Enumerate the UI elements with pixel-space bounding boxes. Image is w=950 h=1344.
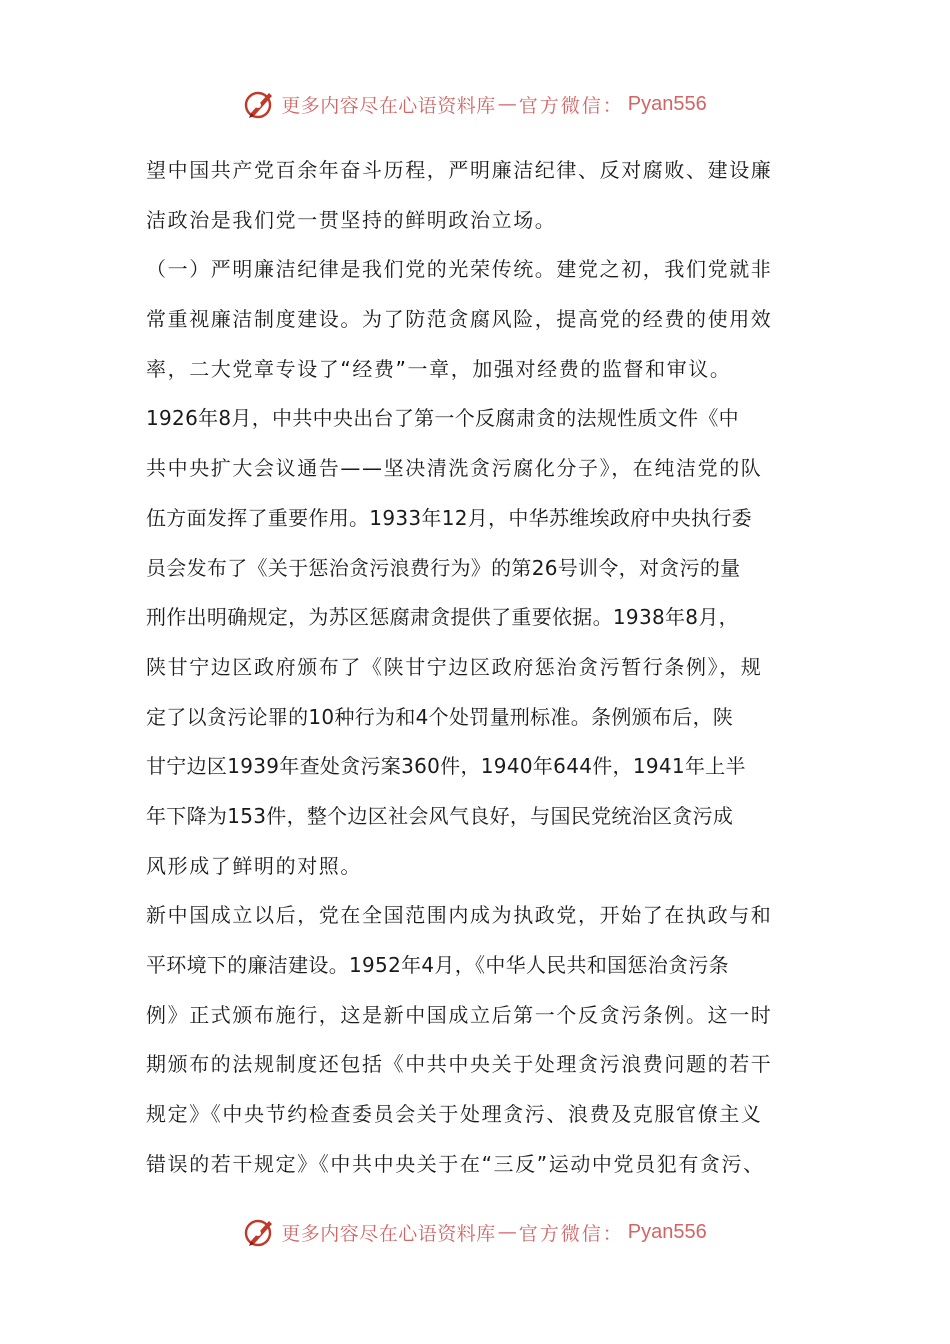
text-line: 伍方面发挥了重要作用。1933年12月，中华苏维埃政府中央执行委: [146, 505, 752, 530]
pen-logo-icon: [243, 87, 277, 121]
text-line: 年下降为153件，整个边区社会风气良好，与国民党统治区贪污成: [146, 803, 734, 828]
text-line: 平环境下的廉洁建设。1952年4月，《中华人民共和国惩治贪污条: [146, 953, 729, 977]
text-line: 新中国成立以后，党在全国范围内成为执政党，开始了在执政与和: [146, 903, 773, 928]
text-line: 例》正式颁布施行，这是新中国成立后第一个反贪污条例。这一时: [146, 1002, 773, 1027]
site-name: 更多内容尽在心语资料库: [281, 94, 496, 117]
separator: —: [497, 93, 517, 115]
text-line: 定了以贪污论罪的10种行为和4个处罚量刑标准。条例颁布后，陕: [146, 704, 734, 729]
text-line: 常重视廉洁制度建设。为了防范贪腐风险，提高党的经费的使用效: [146, 307, 773, 332]
text-line: 规定》《中央节约检查委员会关于处理贪污、浪费及克服官僚主义: [146, 1102, 763, 1127]
text-line: 1926年8月，中共中央出台了第一个反腐肃贪的法规性质文件《中: [146, 406, 739, 431]
official-label: 官方微信：: [518, 94, 624, 117]
wechat-id: Pyan556: [627, 1220, 707, 1243]
document-body: [146, 146, 816, 1189]
header-banner: [0, 84, 950, 124]
text-line: 陕甘宁边区政府颁布了《陕甘宁边区政府惩治贪污暂行条例》，规: [146, 654, 763, 679]
text-line: 共中央扩大会议通告——坚决清洗贪污腐化分子》，在纯洁党的队: [146, 456, 763, 481]
pen-logo-icon: [243, 1215, 277, 1249]
wechat-id: Pyan556: [627, 92, 707, 115]
text-line: 风形成了鲜明的对照。: [146, 853, 362, 878]
separator: —: [497, 1221, 517, 1243]
text-line: 错误的若干规定》《中共中央关于在“三反”运动中党员犯有贪污、: [146, 1151, 765, 1176]
text-line: （一）严明廉洁纪律是我们党的光荣传统。建党之初，我们党就非: [146, 257, 773, 282]
footer-banner: [0, 1212, 950, 1252]
site-name: 更多内容尽在心语资料库: [281, 1222, 496, 1245]
text-line: 期颁布的法规制度还包括《中共中央关于处理贪污浪费问题的若干: [146, 1052, 773, 1077]
text-line: 甘宁边区1939年查处贪污案360件，1940年644件，1941年上半: [146, 754, 746, 779]
text-line: 洁政治是我们党一贯坚持的鲜明政治立场。: [146, 207, 557, 232]
official-label: 官方微信：: [518, 1222, 624, 1245]
text-line: 刑作出明确规定，为苏区惩腐肃贪提供了重要依据。1938年8月，: [146, 605, 739, 630]
text-line: 员会发布了《关于惩治贪污浪费行为》的第26号训令，对贪污的量: [146, 555, 741, 580]
text-line: 望中国共产党百余年奋斗历程，严明廉洁纪律、反对腐败、建设廉: [146, 158, 773, 182]
text-line: 率，二大党章专设了“经费”一章，加强对经费的监督和审议。: [146, 356, 732, 381]
